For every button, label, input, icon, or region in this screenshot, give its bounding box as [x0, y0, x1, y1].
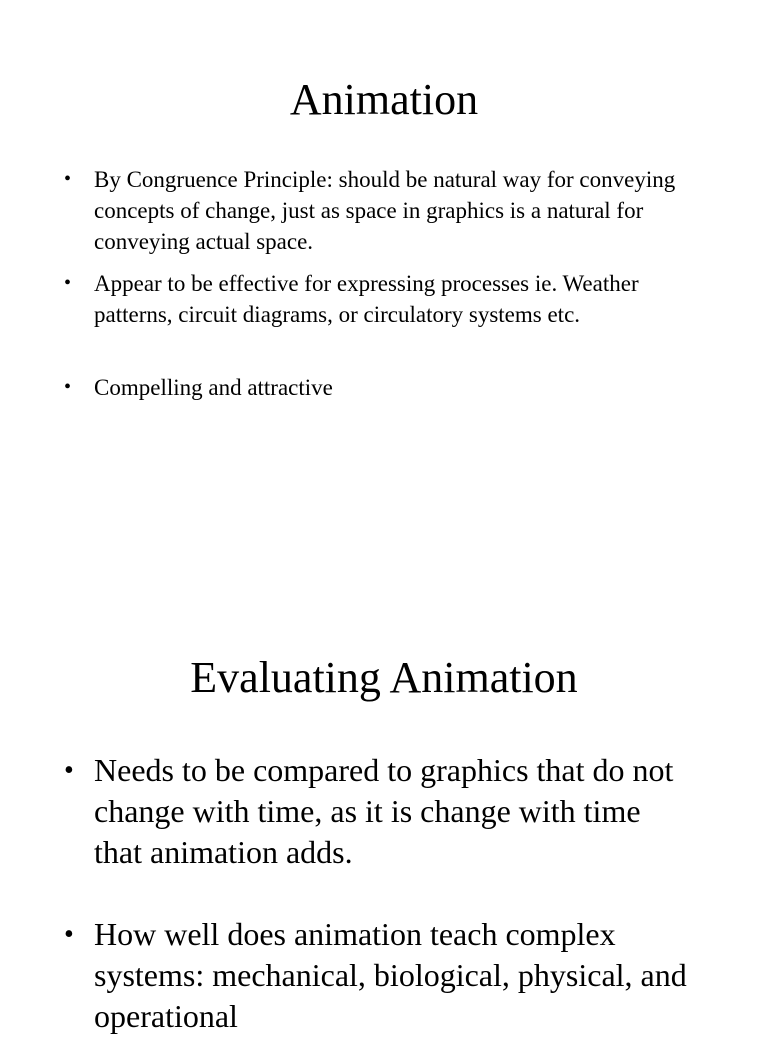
bullet-icon: • [64, 755, 74, 786]
slide-title: Evaluating Animation [190, 653, 578, 702]
bullet-icon: • [64, 919, 74, 950]
bullet-text: Needs to be compared to graphics that do not change with time, as it is change with time that animation adds. [94, 752, 674, 870]
bullet-text: Appear to be effective for expressing processes ie. Weather patterns, circuit diagrams, or circulatory systems etc. [94, 271, 639, 327]
bullet-icon: • [64, 376, 72, 398]
slide-title: Animation [289, 75, 479, 124]
bullet-list [0, 750, 694, 1037]
bullet-icon: • [64, 168, 72, 190]
bullet-item [0, 750, 694, 914]
bullet-list [0, 164, 714, 403]
bullet-text: How well does animation teach complex systems: mechanical, biological, physical, and operational [94, 916, 687, 1034]
bullet-text: By Congruence Principle: should be natural way for conveying concepts of change, just as space in graphics is a natural for conveying actual space. [94, 167, 676, 254]
bullet-item [0, 914, 694, 1037]
bullet-item [0, 268, 714, 372]
bullet-item [0, 372, 714, 403]
bullet-icon: • [64, 272, 72, 294]
slide-evaluating-animation [0, 560, 768, 1034]
bullet-text: Compelling and attractive [94, 375, 333, 400]
bullet-item [0, 164, 714, 268]
